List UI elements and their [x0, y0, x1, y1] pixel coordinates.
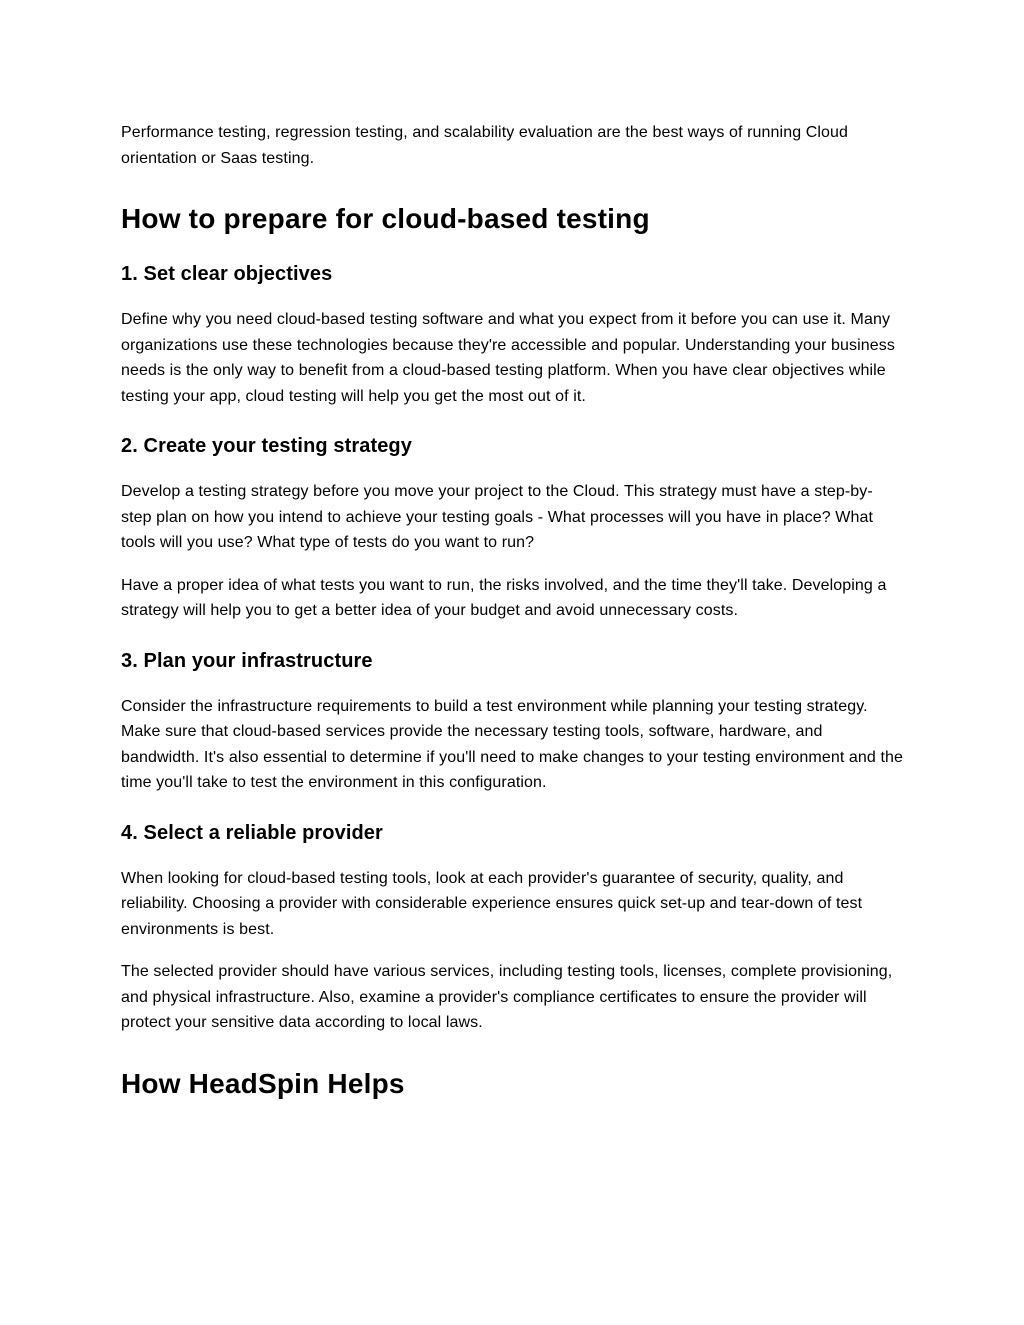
section-title-select-reliable-provider: 4. Select a reliable provider [121, 821, 383, 844]
section-title-plan-infrastructure: 3. Plan your infrastructure [121, 649, 373, 672]
section-paragraph: Consider the infrastructure requirements to build a test environment while planning your testing strategy. Make sure that cloud-based services provide the necessary testing tools, software, hardware, and bandwidth. It's also essential to determine if you'll need to make changes to your testing environment and the time you'll take to test the environment in this configuration. [121, 697, 904, 791]
intro-paragraph: Performance testing, regression testing, and scalability evaluation are the best ways of running Cloud orientation or Saas testing. [121, 124, 849, 167]
section-paragraph: Define why you need cloud-based testing software and what you expect from it before you can use it. Many organizations use these technologies because they're accessible and popular. Understanding your business needs is the only way to benefit from a cloud-based testing platform. When you have clear objectives while testing your app, cloud testing will help you get the most out of it. [121, 311, 895, 405]
section-title-create-testing-strategy: 2. Create your testing strategy [121, 435, 412, 457]
section-paragraph: The selected provider should have various services, including testing tools, licenses, complete provisioning, and physical infrastructure. Also, examine a provider's compliance certificates to ensure the provider will protect your sensitive data according to local laws. [121, 963, 893, 1031]
section-title-set-clear-objectives: 1. Set clear objectives [121, 263, 333, 285]
section-paragraph: Have a proper idea of what tests you want to run, the risks involved, and the time they'll take. Developing a strategy will help you to get a better idea of your budget and avoid unnecessary costs. [121, 576, 887, 619]
section-paragraph: When looking for cloud-based testing tools, look at each provider's guarantee of security, quality, and reliability. Choosing a provider with considerable experience ensures quick set-up and tear-down of test environments is best. [121, 869, 863, 938]
closing-heading: How HeadSpin Helps [121, 1067, 405, 1099]
main-heading: How to prepare for cloud-based testing [121, 203, 650, 234]
section-paragraph: Develop a testing strategy before you move your project to the Cloud. This strategy must have a step-by-step plan on how you intend to achieve your testing goals - What processes will you have in place? What tools will you use? What type of tests do you want to run? [121, 483, 874, 551]
